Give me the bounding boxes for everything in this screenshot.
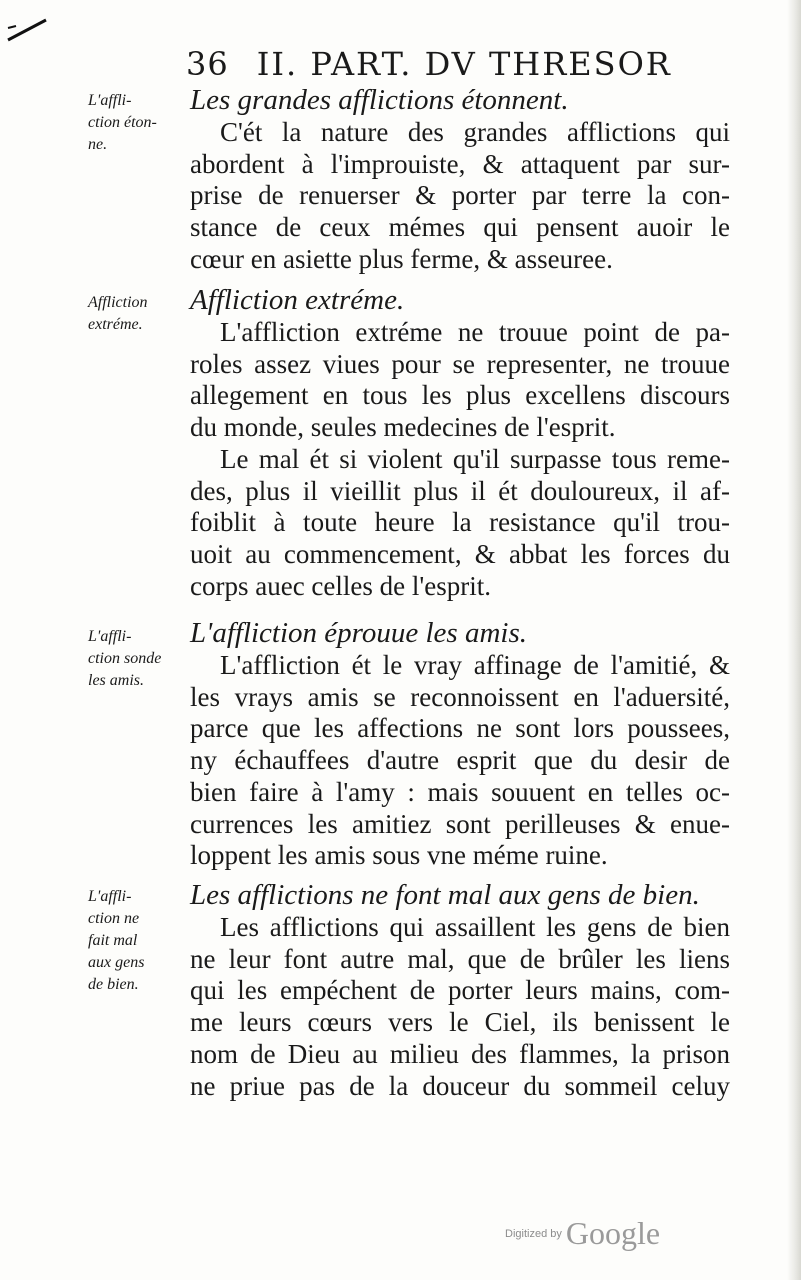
digitized-watermark: [505, 1215, 660, 1252]
section-heading: L'affliction éprouue les amis.: [190, 617, 527, 649]
ink-stroke-mark: [6, 14, 62, 44]
section-heading: Les grandes afflictions étonnent.: [190, 84, 569, 116]
paragraph: L'affliction ét le vray affinage de l'amitié, & les vrays amis se reconnoissent en l'aduersité, parce que les affections ne sont lors poussees, ny échauffees d'autre esprit que du desir de bien faire à l'amy : mais souuent en telles oc- currences les amitiez sont perilleuses & enue- loppent les amis sous vne méme ruine.: [190, 650, 730, 871]
section-affliction-tests-friends: [190, 617, 730, 872]
running-title: II. PART. DV THRESOR: [256, 45, 672, 83]
margin-note: L'affli- ction ne fait mal aux gens de bien.: [88, 888, 145, 993]
section-heading: Affliction extréme.: [190, 284, 405, 316]
paragraph: L'affliction extréme ne trouue point de pa- roles assez viues pour se representer, ne trouue allegement en tous les plus excellens discours du monde, seules medecines de l'esprit.: [190, 317, 730, 443]
watermark-prefix: Digitized by: [505, 1227, 562, 1240]
watermark-brand: Google: [565, 1215, 661, 1251]
paragraph: C'ét la nature des grandes afflictions qui abordent à l'improuiste, & attaquent par sur- prise de renuerser & porter par terre la con- stance de ceux mémes qui pensent auoir le cœur en asiette plus ferme, & asseuree.: [190, 117, 730, 274]
margin-note: L'affli- ction sonde les amis.: [88, 628, 162, 689]
page-number: 36: [186, 45, 229, 83]
paragraph: Le mal ét si violent qu'il surpasse tous reme- des, plus il vieillit plus il ét douloureux, il af- foiblit à toute heure la resistance qu'il trou- uoit au commencement, & abbat les forces du corps auec celles de l'esprit.: [190, 443, 730, 601]
section-great-afflictions: [190, 84, 730, 276]
section-afflictions-good-people: [190, 879, 730, 1102]
running-header: [186, 44, 672, 84]
margin-note: L'affli- ction éton- ne.: [88, 92, 157, 153]
section-extreme-affliction: [190, 284, 730, 602]
section-heading: Les afflictions ne font mal aux gens de bien.: [190, 879, 700, 911]
margin-note: Affliction extréme.: [88, 294, 148, 333]
paragraph: Les afflictions qui assaillent les gens de bien ne leur font autre mal, que de brûler les liens qui les empéchent de porter leurs mains, com- me leurs cœurs vers le Ciel, ils benissent le nom de Dieu au milieu des flammes, la prison ne priue pas de la douceur du sommeil celuy: [190, 912, 730, 1101]
page-edge-shadow: [787, 0, 801, 1280]
